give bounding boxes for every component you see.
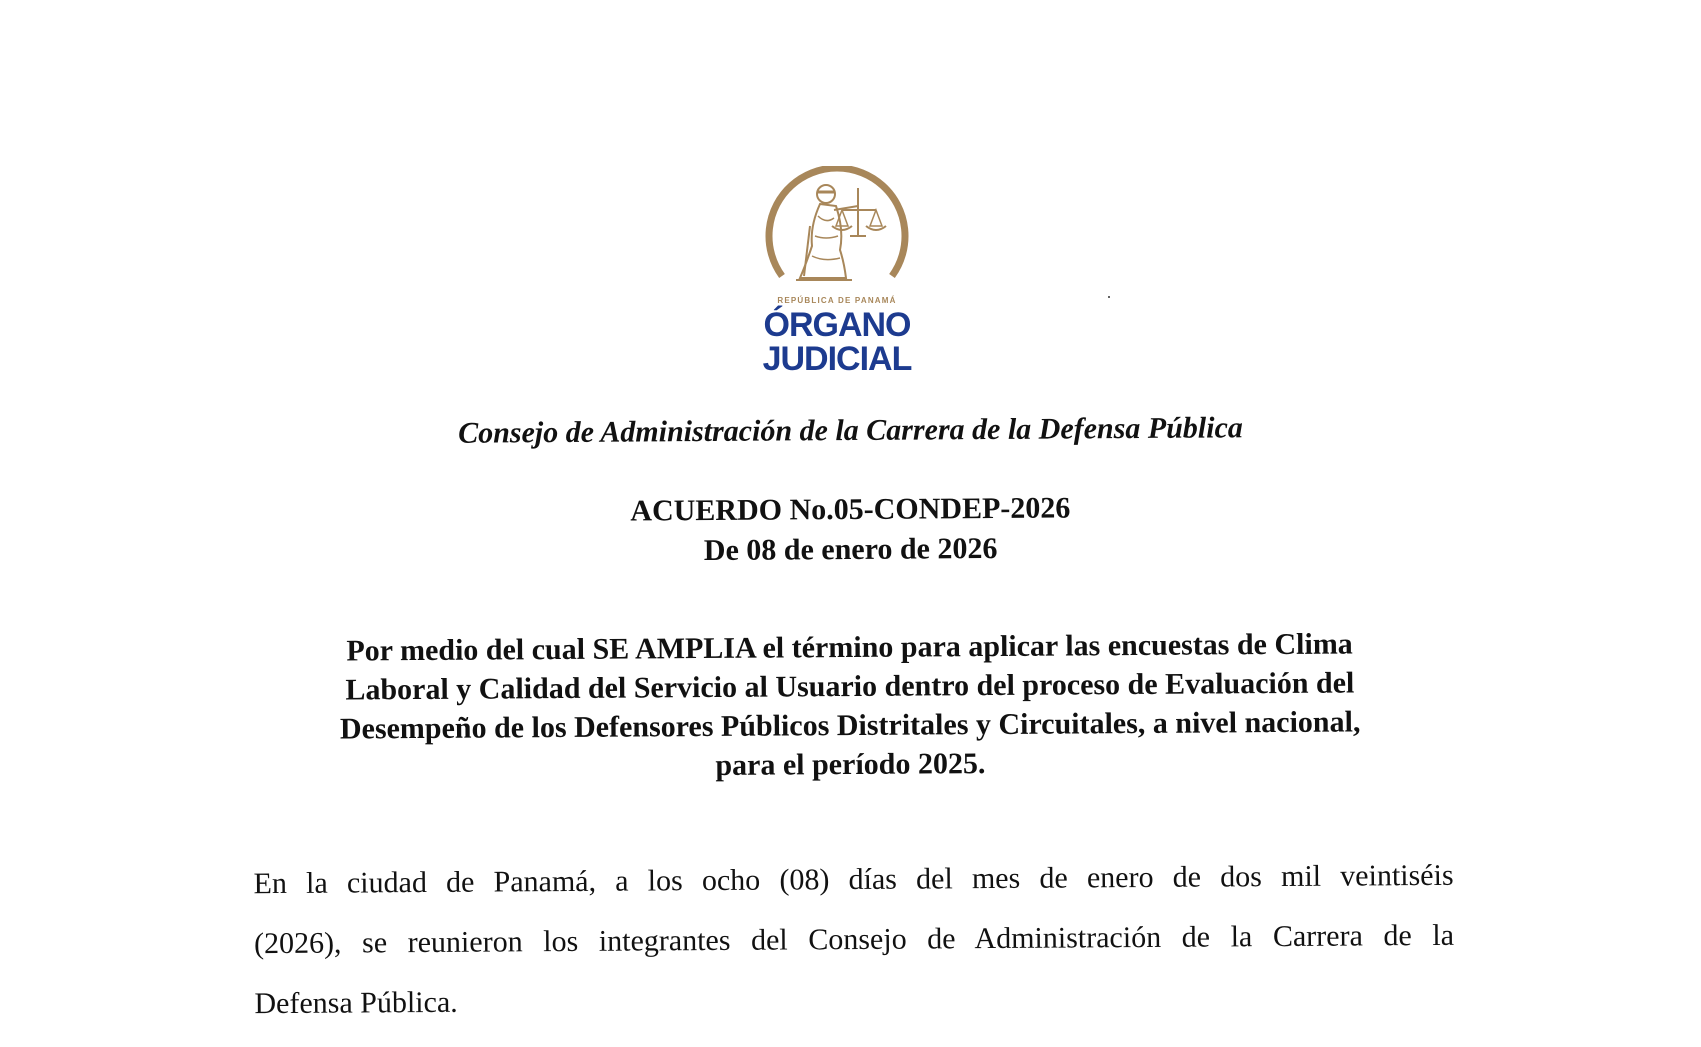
acuerdo-heading [0, 484, 1701, 576]
body-line: En la ciudad de Panamá, a los ocho (08) días del mes de enero de dos mil veintiséis [253, 858, 1454, 901]
logo-subtitle: REPÚBLICA DE PANAMÁ [777, 296, 897, 305]
subject-line: Desempeño de los Defensores Públicos Distritales y Circuitales, a nivel nacional, [339, 705, 1361, 746]
organo-judicial-logo [752, 166, 922, 382]
subject-line: Laboral y Calidad del Servicio al Usuario dentro del proceso de Evaluación del [345, 666, 1355, 707]
logo-wordmark-line2: JUDICIAL [762, 340, 912, 378]
body-line: (2026), se reunieron los integrantes del Consejo de Administración de la Carrera de la [253, 918, 1455, 961]
logo-wordmark-line1: ÓRGANO [763, 306, 911, 344]
body-paragraph [253, 846, 1454, 1034]
scan-speck [1108, 296, 1110, 298]
council-heading: Consejo de Administración de la Carrera de la Defensa Pública [458, 411, 1243, 450]
acuerdo-number: ACUERDO No.05-CONDEP-2026 [630, 491, 1071, 528]
lady-justice-emblem-icon [760, 166, 914, 296]
acuerdo-subject [239, 624, 1460, 789]
subject-line: Por medio del cual SE AMPLIA el término para aplicar las encuestas de Clima [346, 627, 1353, 668]
acuerdo-date: De 08 de enero de 2026 [703, 531, 998, 568]
body-line: Defensa Pública. [254, 985, 458, 1021]
subject-line: para el período 2025. [715, 747, 986, 782]
